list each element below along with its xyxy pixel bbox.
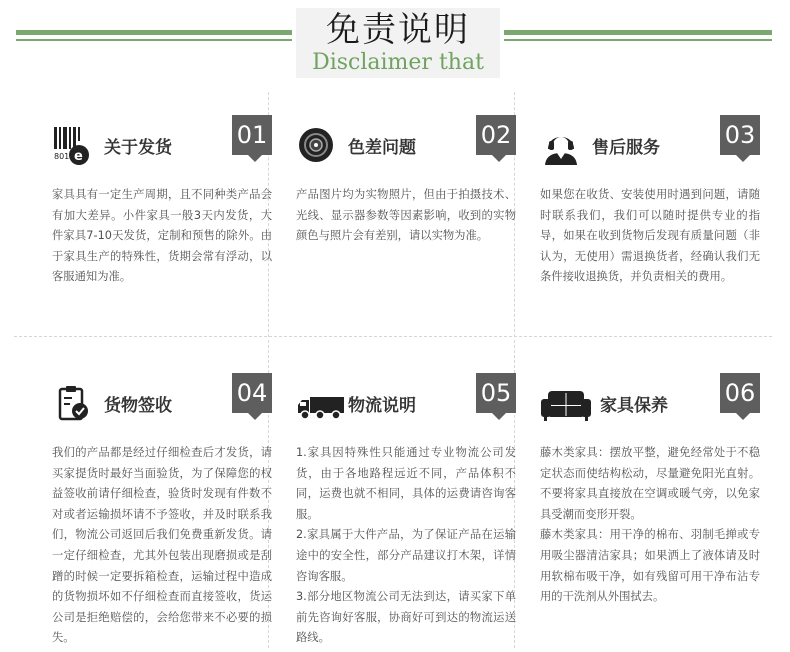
card-furniture-care	[540, 373, 760, 608]
card-paragraph: 如果您在收货、安装使用时遇到问题，请随时联系我们，我们可以随时提供专业的指导，如果在收到货物后发现有质量问题（非认为，无使用）需退换货者，经确认我们无条件接收退换货，并负责相关的费用。	[540, 188, 760, 284]
card-title: 色差问题	[348, 138, 416, 158]
card-paragraph: 2.家具属于大件产品，为了保证产品在运输途中的安全性，部分产品建议打木架，详情咨询客服。	[296, 528, 516, 583]
number-badge: 02	[476, 115, 516, 155]
card-receipt	[52, 373, 272, 649]
card-body	[540, 185, 760, 288]
card-paragraph: 藤木类家具：摆放平整，避免经常处于不稳定状态而使结构松动，尽量避免阳光直射。不要将家具直接放在空调或暖气旁，以免家具受潮而变形开裂。	[540, 446, 760, 521]
card-paragraph: 3.部分地区物流公司无法到达，请买家下单前先咨询好客服，协商好可到达的物流运送路线。	[296, 590, 516, 645]
page-title: 免责说明	[326, 10, 470, 50]
number-badge: 03	[720, 115, 760, 155]
card-title: 家具保养	[600, 396, 668, 416]
header-line-right-thin	[504, 39, 772, 41]
card-shipping	[52, 115, 272, 288]
card-body	[52, 443, 272, 649]
header-line-left	[16, 30, 292, 35]
card-paragraph: 藤木类家具：用干净的棉布、羽制毛掸或专用吸尘器清洁家具；如果洒上了液体请及时用软棉布吸干净，如有残留可用干净布沾专用的干洗剂从外围拭去。	[540, 528, 760, 604]
card-paragraph: 我们的产品都是经过仔细检查后才发货，请买家提货时最好当面验货，为了保障您的权益签收前请仔细检查，验货时发现有件数不对或者运输损坏请不予签收，并及时联系我们，物流公司返回后我们免费重新发货。请一定仔细检查，尤其外包装出现磨损或是刮蹭的时候一定要拆箱检查，运输过程中造成的货物损坏如不仔细检查而直接签收，货运公司是拒绝赔偿的，会给您带来不必要的损失。	[52, 446, 272, 645]
svg-text:e: e	[74, 149, 83, 164]
number-badge: 05	[476, 373, 516, 413]
number-badge: 06	[720, 373, 760, 413]
clipboard-check-icon	[52, 383, 94, 425]
number-badge: 01	[232, 115, 272, 155]
sofa-icon	[540, 383, 592, 425]
number-badge: 04	[232, 373, 272, 413]
card-title: 物流说明	[348, 396, 416, 416]
header-box	[296, 8, 500, 78]
card-color-difference	[296, 115, 516, 247]
card-paragraph: 家具具有一定生产周期，且不同种类产品会有加大差异。小件家具一般3天内发货，大件家具7-10天发货，定制和预售的除外。由于家具生产的特殊性，货期会常有浮动，以客服通知为准。	[52, 188, 272, 284]
card-body	[296, 443, 516, 649]
card-body	[296, 185, 516, 247]
header-line-right	[504, 30, 772, 35]
customer-service-icon	[540, 125, 582, 167]
card-title: 关于发货	[104, 138, 172, 158]
barcode-icon	[52, 125, 94, 167]
card-body	[52, 185, 272, 288]
color-disc-icon	[296, 125, 338, 167]
page-subtitle: Disclaimer that	[312, 50, 484, 75]
card-logistics	[296, 373, 516, 649]
truck-icon	[296, 383, 346, 425]
header-line-left-thin	[16, 39, 292, 41]
card-after-sales	[540, 115, 760, 288]
card-body	[540, 443, 760, 608]
svg-text:801: 801	[54, 152, 70, 161]
card-title: 货物签收	[104, 396, 172, 416]
card-title: 售后服务	[592, 138, 660, 158]
grid-divider-h	[14, 336, 772, 337]
card-paragraph: 1.家具因特殊性只能通过专业物流公司发货，由于各地路程远近不同，产品体积不同，运费也就不相同，具体的运费请咨询客服。	[296, 446, 516, 521]
card-paragraph: 产品图片均为实物照片，但由于拍摄技术、光线、显示器参数等因素影响，收到的实物颜色与照片会有差别，请以实物为准。	[296, 188, 516, 243]
